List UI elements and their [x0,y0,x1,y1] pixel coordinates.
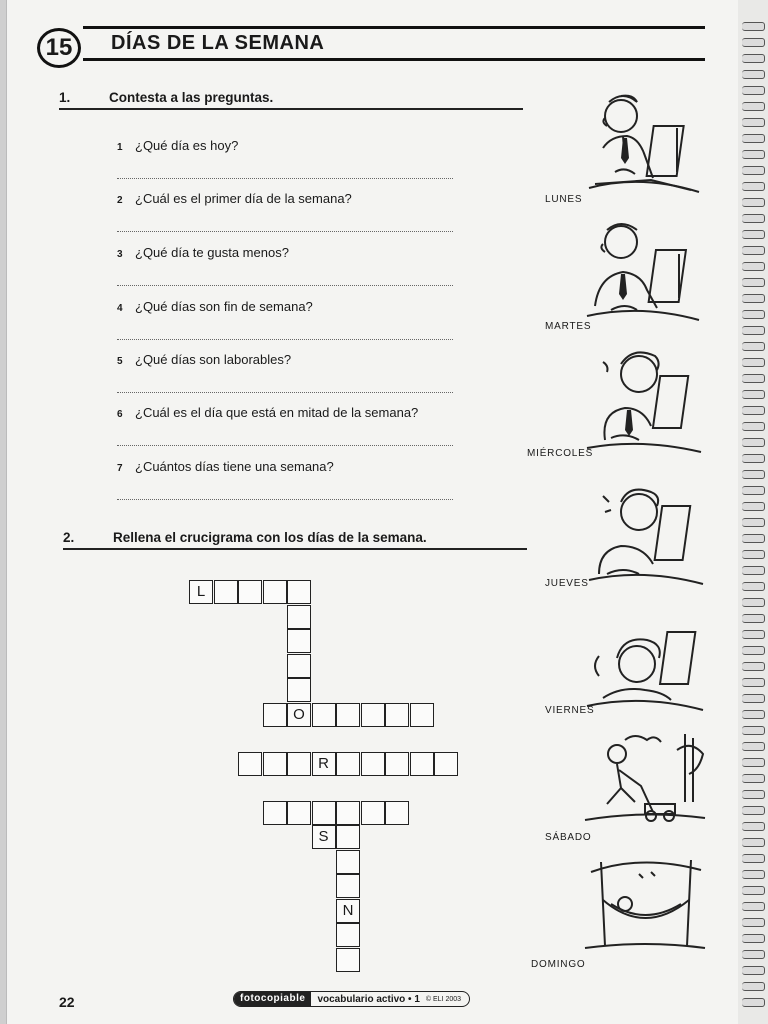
question-text: ¿Qué días son laborables? [135,352,292,367]
crossword-cell-given-n[interactable]: N [336,899,360,923]
section-2-instruction: Rellena el crucigrama con los días de la semana. [113,530,427,545]
day-label-viernes: VIERNES [545,705,595,716]
crossword-cell[interactable] [263,580,287,604]
spiral-coil [742,886,765,895]
question-number: 6 [117,409,123,420]
spiral-coil [742,278,765,287]
spiral-coil [742,806,765,815]
question-number: 3 [117,249,123,260]
spiral-coil [742,758,765,767]
series-label: vocabulario activo • 1 [317,993,420,1005]
question-5 [117,352,291,367]
question-4 [117,299,313,314]
crossword-cell[interactable] [361,752,385,776]
question-text: ¿Qué días son fin de semana? [135,299,313,314]
spiral-coil [742,582,765,591]
man-at-computer-neutral-illustration [581,214,709,332]
spiral-coil [742,150,765,159]
spiral-coil [742,870,765,879]
spiral-coil [742,390,765,399]
crossword-cell[interactable] [238,752,262,776]
spiral-coil [742,214,765,223]
crossword-cell[interactable] [336,752,360,776]
crossword-cell[interactable] [287,752,311,776]
spiral-coil [742,502,765,511]
crossword-cell[interactable] [287,654,311,678]
spiral-coil [742,246,765,255]
spiral-coil [742,998,765,1007]
spiral-coil [742,358,765,367]
spiral-coil [742,22,765,31]
question-7 [117,459,334,474]
question-2 [117,191,352,206]
man-at-computer-tired-illustration [581,342,709,462]
spiral-coil [742,86,765,95]
day-label-sabado: SÁBADO [545,832,592,843]
photocopiable-label: fotocopiable [234,992,311,1006]
spiral-coil [742,374,765,383]
crossword-cell[interactable] [287,678,311,702]
spiral-coil [742,838,765,847]
spiral-coil [742,774,765,783]
crossword-cell[interactable] [361,801,385,825]
spiral-coil [742,294,765,303]
day-label-lunes: LUNES [545,194,583,205]
crossword-cell[interactable] [410,752,434,776]
person-mowing-lawn-illustration [581,730,709,830]
spiral-coil [742,134,765,143]
question-text: ¿Cuántos días tiene una semana? [135,459,334,474]
question-number: 2 [117,195,123,206]
crossword-cell-given-r[interactable]: R [312,752,336,776]
spiral-coil [742,918,765,927]
crossword-cell[interactable] [385,752,409,776]
section-1-number: 1. [59,90,71,105]
spiral-coil [742,262,765,271]
crossword-cell[interactable] [287,580,311,604]
crossword-cell-given-l[interactable]: L [189,580,213,604]
crossword-cell[interactable] [287,605,311,629]
spiral-coil [742,454,765,463]
spiral-coil [742,310,765,319]
spiral-coil [742,118,765,127]
page-number: 22 [59,994,75,1010]
spiral-coil [742,198,765,207]
spiral-coil [742,566,765,575]
crossword-cell[interactable] [434,752,458,776]
question-number: 1 [117,142,123,153]
copyright-label: © ELI 2003 [425,995,462,1003]
section-2-heading [63,530,527,552]
spiral-coil [742,902,765,911]
crossword-cell[interactable] [336,874,360,898]
spiral-coil [742,742,765,751]
spiral-coil [742,982,765,991]
spiral-coil [742,710,765,719]
crossword-cell[interactable] [312,801,336,825]
answer-line-5[interactable] [117,392,453,393]
spiral-coil [742,790,765,799]
worksheet-page [6,0,742,1024]
question-number: 5 [117,356,123,367]
day-label-domingo: DOMINGO [531,959,586,970]
answer-line-4[interactable] [117,339,453,340]
footer-series-badge [233,991,470,1007]
spiral-coil [742,438,765,447]
crossword-cell[interactable] [336,923,360,947]
question-number: 4 [117,303,123,314]
section-1-instruction: Contesta a las preguntas. [109,90,274,105]
crossword-cell[interactable] [263,752,287,776]
spiral-coil [742,230,765,239]
crossword-cell-given-s[interactable]: S [312,825,336,849]
crossword-cell[interactable] [263,703,287,727]
crossword-cell[interactable] [214,580,238,604]
day-label-jueves: JUEVES [545,578,589,589]
crossword-cell[interactable] [238,580,262,604]
section-1-heading [59,90,523,112]
spiral-coil [742,54,765,63]
spiral-coil [742,934,765,943]
section-1-rule [59,108,523,110]
crossword-cell[interactable] [336,825,360,849]
question-6 [117,405,418,420]
crossword-cell[interactable] [410,703,434,727]
spiral-coil [742,822,765,831]
question-text: ¿Qué día te gusta menos? [135,245,289,260]
unit-number-badge: 15 [37,28,81,68]
crossword-cell[interactable] [385,801,409,825]
man-at-computer-sleepy-illustration [581,472,709,594]
spiral-coil [742,470,765,479]
spiral-coil [742,662,765,671]
spiral-coil [742,550,765,559]
spiral-coil [742,534,765,543]
spiral-coil [742,406,765,415]
spiral-coil [742,694,765,703]
day-label-martes: MARTES [545,321,592,332]
page-title: DÍAS DE LA SEMANA [111,32,325,54]
spiral-coil [742,630,765,639]
day-label-miercoles: MIÉRCOLES [527,448,594,459]
question-text: ¿Cuál es el día que está en mitad de la semana? [135,405,419,420]
spiral-coil [742,950,765,959]
spiral-coil [742,70,765,79]
spiral-coil [742,614,765,623]
answer-line-1[interactable] [117,178,453,179]
spiral-coil [742,966,765,975]
spiral-coil [742,326,765,335]
crossword-cell[interactable] [336,948,360,972]
man-asleep-at-computer-illustration [581,606,709,718]
crossword-cell[interactable] [336,850,360,874]
answer-line-7[interactable] [117,499,453,500]
spiral-coil [742,182,765,191]
spiral-coil [742,518,765,527]
crossword-cell[interactable] [336,703,360,727]
question-number: 7 [117,463,123,474]
answer-line-2[interactable] [117,231,453,232]
question-text: ¿Qué día es hoy? [135,138,239,153]
crossword-cell[interactable] [287,801,311,825]
answer-line-3[interactable] [117,285,453,286]
page-header [37,26,705,62]
person-in-hammock-illustration [581,856,709,956]
crossword-cell[interactable] [336,801,360,825]
crossword-cell[interactable] [385,703,409,727]
crossword-cell[interactable] [287,629,311,653]
spiral-coil [742,646,765,655]
spiral-coil [742,854,765,863]
spiral-coil [742,166,765,175]
answer-line-6[interactable] [117,445,453,446]
crossword-cell[interactable] [312,703,336,727]
man-at-computer-happy-illustration [581,88,709,206]
question-text: ¿Cuál es el primer día de la semana? [135,191,352,206]
spiral-coil [742,726,765,735]
section-2-rule [63,548,527,550]
spiral-binding [738,0,768,1024]
header-top-rule [83,26,705,29]
crossword-cell-given-o[interactable]: O [287,703,311,727]
section-2-number: 2. [63,530,75,545]
question-1 [117,138,238,153]
question-3 [117,245,289,260]
spiral-coil [742,38,765,47]
spiral-coil [742,598,765,607]
spiral-coil [742,678,765,687]
crossword-cell[interactable] [263,801,287,825]
spiral-coil [742,486,765,495]
crossword-cell[interactable] [361,703,385,727]
spiral-coil [742,102,765,111]
spiral-coil [742,422,765,431]
spiral-coil [742,342,765,351]
header-bottom-rule [83,58,705,61]
